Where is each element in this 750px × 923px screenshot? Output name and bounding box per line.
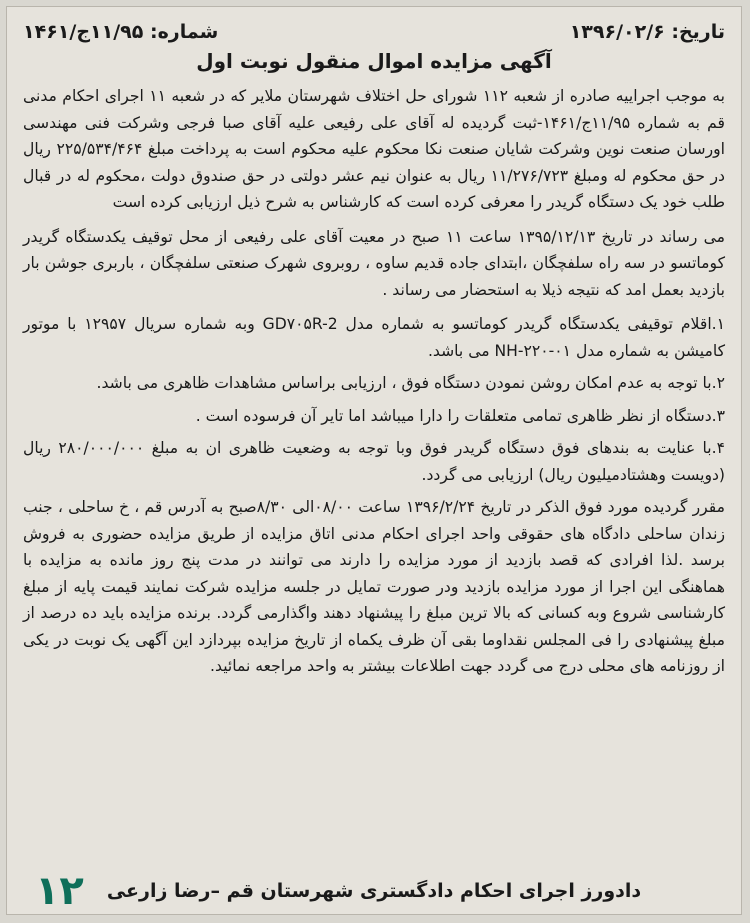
signature-text: دادورز اجرای احکام دادگستری شهرستان قم –رضا زارعی [106, 880, 642, 902]
notice-date: تاریخ: ۱۳۹۶/۰۲/۶ [569, 21, 725, 43]
paragraph-intro: به موجب اجراییه صادره از شعبه ۱۱۲ شورای حل اختلاف شهرستان ملایر که در شعبه ۱۱ اجرای احکام مدنی قم به شماره ۱۱/۹۵ج/۱۴۶۱-ثبت گردیده له آقای علی رفیعی علیه آقای صبا فرجی وشرکت فنی مهندسی اورسان صنعت نوین وشرکت شایان صنعت نکا محکوم علیه محکوم است به پرداخت مبلغ ۲۲۵/۵۳۴/۴۶۴ ریال در حق محکوم له ومبلغ ۱۱/۲۷۶/۷۲۳ ریال به عنوان نیم عشر دولتی در حق صندوق دولت ،محکوم له در قبال طلب خود یک دستگاه گریدر را معرفی کرده است که کارشناس به شرح ذیل ارزیابی کرده است [23, 87, 725, 211]
list-item: ۲.با توجه به عدم امکان روشن نمودن دستگاه فوق ، ارزیابی براساس مشاهدات ظاهری می باشد. [96, 374, 725, 392]
list-item: ۱.اقلام توقیفی یکدستگاه گریدر کوماتسو به شماره مدل GD۷۰۵R-2 وبه شماره سریال ۱۲۹۵۷ با موتور کامیشن به شماره مدل NH-۲۲۰-۰۱ می باشد. [23, 315, 725, 360]
signature-line [23, 880, 725, 902]
notice-body [23, 83, 725, 680]
notice-number: شماره: ۱۱/۹۵ج/۱۴۶۱ [23, 21, 219, 43]
paragraph-closing: مقرر گردیده مورد فوق الذکر در تاریخ ۱۳۹۶/۲/۲۴ ساعت ۰۸/۰۰الی ۸/۳۰صبح به آدرس قم ، خ ساحلی ، جنب زندان ساحلی دادگاه های حقوقی واحد اجرای احکام مدنی اتاق مزایده از طریق مزایده حضوری به فروش برسد .لذا افرادی که قصد بازدید از مورد مزایده را دارند می توانند در مدت پنج روز مانده به مزایده با هماهنگی این اجرا از مورد مزایده بازدید ودر صورت تمایل در جلسه مزایده شرکت نمایند قیمت پایه از مبلغ کارشناسی شروع وبه کسانی که بالا ترین مبلغ را پیشنهاد دهند واگذارمی گردد. برنده مزایده باید ده درصد از مبلغ پیشنهادی را فی المجلس نقداوما بقی آن ظرف یکماه از تاریخ مزایده بپردازد این آگهی یک نوبت در یکی از روزنامه های محلی درج می گردد جهت اطلاعات بیشتر به واحد مراجعه نمائید. [23, 498, 725, 675]
paragraph-inspection: می رساند در تاریخ ۱۳۹۵/۱۲/۱۳ ساعت ۱۱ صبح در معیت آقای علی رفیعی از محل توقیف یکدستگاه گریدر کوماتسو در سه راه سلفچگان ،ابتدای جاده قدیم ساوه ، روبروی شهرک صنعتی سلفچگان ، باربری جوشن بار بازدید بعمل امد که نتیجه ذیلا به استحضار می رساند . [23, 227, 725, 299]
list-item: ۳.دستگاه از نظر ظاهری تمامی متعلقات را دارا میباشد اما تایر آن فرسوده است . [195, 406, 725, 425]
list-item: ۴.با عنایت به بندهای فوق دستگاه گریدر فوق وبا توجه به وضعیت ظاهری ان به مبلغ ۲۸۰/۰۰۰/۰۰۰ ریال (دویست وهشتادمیلیون ریال) ارزیابی می گردد. [23, 439, 725, 484]
handwritten-mark: ۱۲ [35, 868, 84, 914]
notice-document [6, 6, 742, 915]
header-row [23, 21, 725, 43]
notice-title: آگهی مزایده اموال منقول نوبت اول [196, 49, 552, 73]
